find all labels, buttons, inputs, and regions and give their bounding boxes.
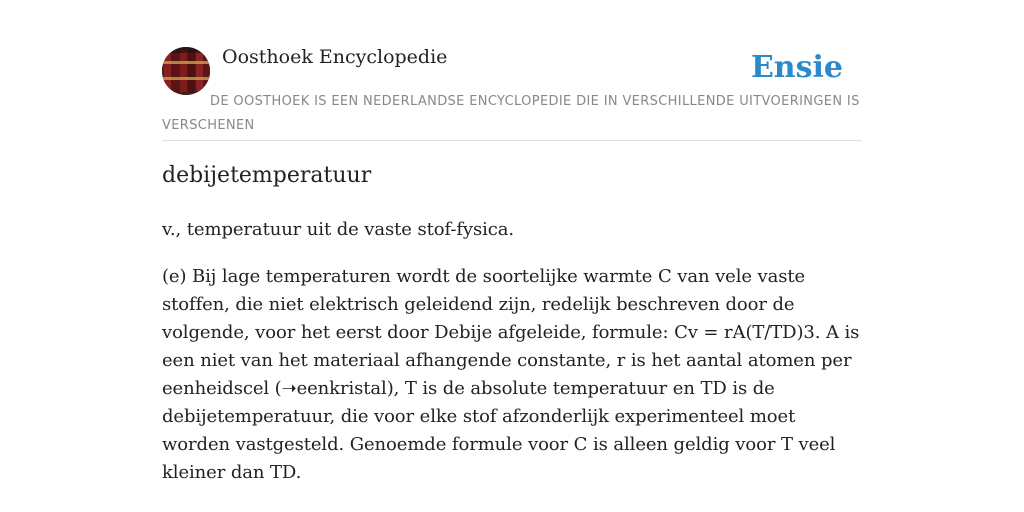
brand-logo[interactable]: Ensie bbox=[750, 50, 843, 85]
entry-title: debijetemperatuur bbox=[162, 163, 372, 188]
source-title[interactable]: Oosthoek Encyclopedie bbox=[222, 46, 448, 68]
source-header bbox=[162, 44, 862, 141]
entry-paragraph: v., temperatuur uit de vaste stof-fysica. bbox=[162, 219, 515, 240]
source-description: DE OOSTHOEK IS EEN NEDERLANDSE ENCYCLOPEDIE DIE IN VERSCHILLENDE UITVOERINGEN IS VERSCHENEN bbox=[162, 94, 860, 133]
books-icon[interactable] bbox=[162, 47, 210, 95]
entry-paragraph: (e) Bij lage temperaturen wordt de soortelijke warmte C van vele vaste stoffen, die niet elektrisch geleidend zijn, redelijk beschreven door de volgende, voor het eerst door Debije afgeleide, formule: Cv = rA(T/TD)3. A is een niet van het materiaal afhangende constante, r is het aantal atomen per eenheidscel (➝eenkristal), T is de absolute temperatuur en TD is de debijetemperatuur, die voor elke stof afzonderlijk experimenteel moet worden vastgesteld. Genoemde formule voor C is alleen geldig voor T veel kleiner dan TD. bbox=[162, 266, 860, 483]
entry-body bbox=[162, 216, 864, 506]
